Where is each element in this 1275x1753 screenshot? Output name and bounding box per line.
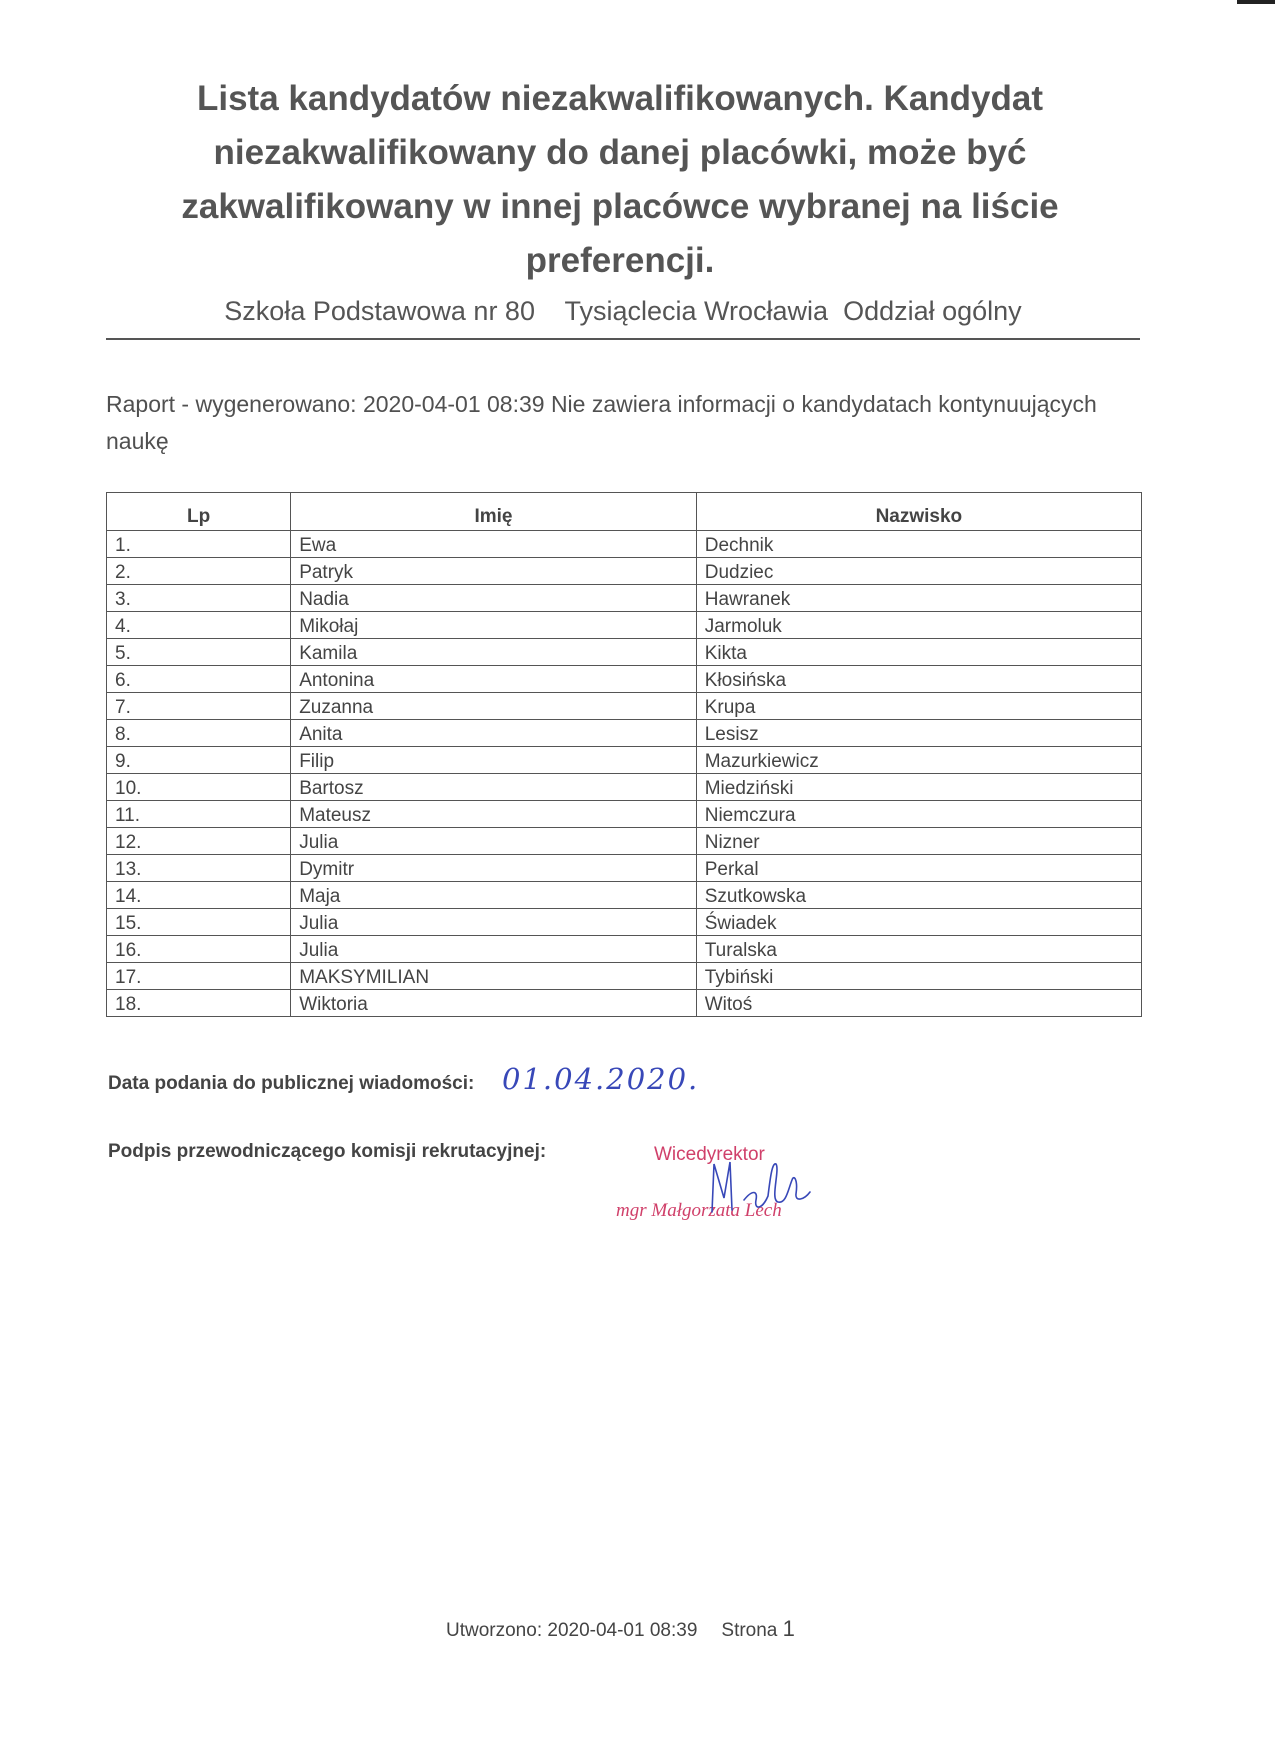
cell-lp: 5. xyxy=(107,639,291,666)
cell-first-name: Ewa xyxy=(291,531,697,558)
cell-last-name: Lesisz xyxy=(696,720,1141,747)
cell-first-name: Zuzanna xyxy=(291,693,697,720)
table-row xyxy=(107,720,1142,747)
report-note: Raport - wygenerowano: 2020-04-01 08:39 Nie zawiera informacji o kandydatach kontynuujących naukę xyxy=(106,391,1097,454)
cell-first-name: Nadia xyxy=(291,585,697,612)
header-first-name: Imię xyxy=(291,493,697,531)
header-last-name: Nazwisko xyxy=(696,493,1141,531)
footer-page-number: 1 xyxy=(782,1616,795,1641)
cell-lp: 18. xyxy=(107,990,291,1017)
signature-label: Podpis przewodniczącego komisji rekrutacyjnej: xyxy=(108,1141,547,1162)
cell-lp: 16. xyxy=(107,936,291,963)
cell-lp: 13. xyxy=(107,855,291,882)
cell-lp: 3. xyxy=(107,585,291,612)
table-row xyxy=(107,612,1142,639)
cell-last-name: Kłosińska xyxy=(696,666,1141,693)
cell-lp: 2. xyxy=(107,558,291,585)
table-row xyxy=(107,531,1142,558)
cell-last-name: Dudziec xyxy=(696,558,1141,585)
cell-last-name: Turalska xyxy=(696,936,1141,963)
table-row xyxy=(107,693,1142,720)
table-row xyxy=(107,801,1142,828)
cell-last-name: Jarmoluk xyxy=(696,612,1141,639)
cell-last-name: Hawranek xyxy=(696,585,1141,612)
cell-lp: 8. xyxy=(107,720,291,747)
page-footer xyxy=(446,1616,795,1642)
scan-corner-mark xyxy=(1237,0,1275,4)
table-row xyxy=(107,855,1142,882)
stamp-role: Wicedyrektor xyxy=(654,1144,765,1165)
cell-first-name: Julia xyxy=(291,828,697,855)
cell-last-name: Krupa xyxy=(696,693,1141,720)
cell-last-name: Świadek xyxy=(696,909,1141,936)
cell-lp: 11. xyxy=(107,801,291,828)
footer-created: Utworzono: 2020-04-01 08:39 xyxy=(446,1620,698,1641)
cell-first-name: Bartosz xyxy=(291,774,697,801)
table-header-row xyxy=(107,493,1142,531)
cell-last-name: Perkal xyxy=(696,855,1141,882)
cell-lp: 15. xyxy=(107,909,291,936)
table-row xyxy=(107,747,1142,774)
cell-lp: 7. xyxy=(107,693,291,720)
table-row xyxy=(107,828,1142,855)
cell-first-name: Maja xyxy=(291,882,697,909)
cell-lp: 9. xyxy=(107,747,291,774)
header-lp: Lp xyxy=(107,493,291,531)
cell-last-name: Dechnik xyxy=(696,531,1141,558)
stamp-name: mgr Małgorzata Lech xyxy=(616,1200,782,1221)
cell-first-name: Antonina xyxy=(291,666,697,693)
cell-last-name: Niemczura xyxy=(696,801,1141,828)
cell-first-name: Mateusz xyxy=(291,801,697,828)
handwritten-signature xyxy=(700,1150,820,1220)
cell-lp: 12. xyxy=(107,828,291,855)
cell-first-name: MAKSYMILIAN xyxy=(291,963,697,990)
table-row xyxy=(107,990,1142,1017)
table-row xyxy=(107,909,1142,936)
header-divider xyxy=(106,338,1140,340)
table-row xyxy=(107,774,1142,801)
footer-page-label: Strona xyxy=(721,1620,778,1641)
cell-first-name: Julia xyxy=(291,936,697,963)
cell-last-name: Mazurkiewicz xyxy=(696,747,1141,774)
cell-first-name: Anita xyxy=(291,720,697,747)
cell-last-name: Kikta xyxy=(696,639,1141,666)
cell-first-name: Wiktoria xyxy=(291,990,697,1017)
cell-first-name: Julia xyxy=(291,909,697,936)
candidates-table xyxy=(106,492,1142,1017)
cell-lp: 10. xyxy=(107,774,291,801)
cell-lp: 14. xyxy=(107,882,291,909)
cell-lp: 6. xyxy=(107,666,291,693)
cell-last-name: Witoś xyxy=(696,990,1141,1017)
school-subtitle: Szkoła Podstawowa nr 80 Tysiąclecia Wrocławia Oddział ogólny xyxy=(224,296,1022,326)
cell-lp: 1. xyxy=(107,531,291,558)
cell-first-name: Dymitr xyxy=(291,855,697,882)
cell-lp: 4. xyxy=(107,612,291,639)
cell-last-name: Miedziński xyxy=(696,774,1141,801)
candidates-table-body xyxy=(107,531,1142,1017)
cell-first-name: Kamila xyxy=(291,639,697,666)
table-row xyxy=(107,882,1142,909)
table-row xyxy=(107,666,1142,693)
cell-first-name: Patryk xyxy=(291,558,697,585)
handwritten-date: 01.04.2020. xyxy=(502,1062,700,1096)
publication-date-label: Data podania do publicznej wiadomości: xyxy=(108,1073,475,1094)
cell-lp: 17. xyxy=(107,963,291,990)
cell-last-name: Nizner xyxy=(696,828,1141,855)
table-row xyxy=(107,558,1142,585)
cell-first-name: Mikołaj xyxy=(291,612,697,639)
table-row xyxy=(107,639,1142,666)
cell-last-name: Szutkowska xyxy=(696,882,1141,909)
table-row xyxy=(107,585,1142,612)
cell-last-name: Tybiński xyxy=(696,963,1141,990)
cell-first-name: Filip xyxy=(291,747,697,774)
table-row xyxy=(107,936,1142,963)
page-title: Lista kandydatów niezakwalifikowanych. Kandydat niezakwalifikowany do danej placówki, może być zakwalifikowany w innej placówce wybranej na liście preferencji. xyxy=(181,79,1059,280)
table-row xyxy=(107,963,1142,990)
